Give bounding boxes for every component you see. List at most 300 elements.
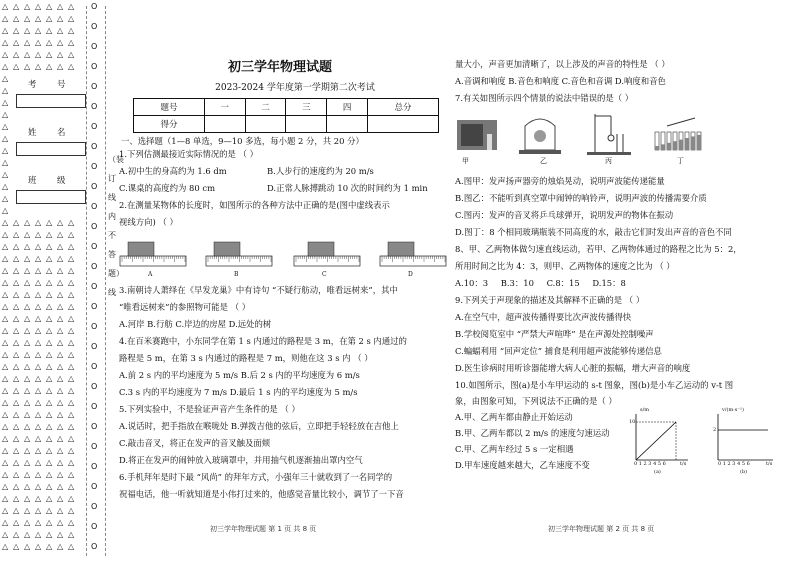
binding-triangle-icon: △ bbox=[68, 434, 75, 443]
ruler-label-b: B bbox=[234, 271, 239, 278]
binding-triangle-icon: △ bbox=[24, 518, 31, 527]
question-7: 7.有关如图所示四个情景的说法中错误的是（ ） bbox=[455, 93, 634, 103]
binding-triangle-icon: △ bbox=[2, 338, 9, 347]
binding-triangle-icon: △ bbox=[46, 458, 53, 467]
page-footer-2: 初三学年物理试题 第 2 页 共 8 页 bbox=[548, 525, 655, 533]
exam-subtitle: 2023-2024 学年度第一学期第二次考试 bbox=[215, 83, 375, 93]
binding-triangle-icon: △ bbox=[24, 50, 31, 59]
binding-circle-icon: O bbox=[91, 82, 98, 91]
q4-options-cd: C.3 s 内的平均速度为 7 m/s D.最后 1 s 内的平均速度为 5 m/s bbox=[119, 387, 358, 397]
binding-triangle-icon: △ bbox=[35, 470, 42, 479]
binding-triangle-icon: △ bbox=[24, 254, 31, 263]
binding-triangle-icon: △ bbox=[24, 422, 31, 431]
binding-triangle-icon: △ bbox=[46, 494, 53, 503]
binding-strip bbox=[0, 0, 124, 561]
binding-triangle-icon: △ bbox=[46, 62, 53, 71]
binding-triangle-icon: △ bbox=[35, 218, 42, 227]
question-10: 10.如图所示，图(a)是小车甲运动的 s-t 图象，图(b)是小车乙运动的 v-t 图 bbox=[455, 380, 734, 390]
ruler-label-a: A bbox=[148, 271, 153, 278]
question-3: 3.南朝诗人萧绎在《早发龙巢》中有诗句 “不疑行舫动，唯看远树来”，其中 bbox=[119, 285, 398, 295]
binding-triangle-icon: △ bbox=[13, 278, 20, 287]
q1-option-d: D.正常人脉搏跳动 10 次的时间约为 1 min bbox=[267, 183, 428, 193]
q4-options-ab: A.前 2 s 内的平均速度为 5 m/s B.后 2 s 内的平均速度为 6 m/s bbox=[119, 370, 360, 380]
name-box[interactable] bbox=[16, 142, 86, 156]
graph-a-xticks: 0 1 2 3 4 5 6 bbox=[634, 461, 666, 467]
binding-triangle-icon: △ bbox=[2, 110, 9, 119]
graph-b-xticks: 0 1 2 3 4 5 6 bbox=[718, 461, 750, 467]
binding-triangle-icon: △ bbox=[24, 314, 31, 323]
binding-triangle-icon: △ bbox=[35, 278, 42, 287]
binding-triangle-icon: △ bbox=[68, 326, 75, 335]
binding-triangle-icon: △ bbox=[35, 62, 42, 71]
binding-triangle-icon: △ bbox=[13, 62, 20, 71]
binding-triangle-icon: △ bbox=[46, 278, 53, 287]
binding-triangle-icon: △ bbox=[13, 494, 20, 503]
binding-triangle-icon: △ bbox=[68, 350, 75, 359]
binding-triangle-icon: △ bbox=[24, 302, 31, 311]
binding-triangle-icon: △ bbox=[13, 350, 20, 359]
binding-triangle-icon: △ bbox=[35, 350, 42, 359]
binding-triangle-icon: △ bbox=[13, 386, 20, 395]
binding-triangle-icon: △ bbox=[35, 2, 42, 11]
q5-option-c: C.敲击音叉，将正在发声的音叉触及面颊 bbox=[119, 438, 271, 448]
binding-triangle-icon: △ bbox=[68, 446, 75, 455]
binding-circle-icon: O bbox=[91, 242, 98, 251]
binding-triangle-icon: △ bbox=[35, 422, 42, 431]
question-10-cont: 象，由图象可知，下列说法不正确的是（ ） bbox=[455, 396, 617, 406]
exam-number-label: 考 号 bbox=[28, 79, 68, 89]
question-3-cont: “唯看远树来”的参照物可能是 （ ） bbox=[119, 302, 251, 312]
binding-triangle-icon: △ bbox=[13, 410, 20, 419]
binding-triangle-icon: △ bbox=[35, 326, 42, 335]
score-header-cell: 总分 bbox=[368, 99, 439, 116]
binding-triangle-icon: △ bbox=[2, 230, 9, 239]
binding-triangle-icon: △ bbox=[24, 398, 31, 407]
binding-triangle-icon: △ bbox=[2, 50, 9, 59]
binding-triangle-icon: △ bbox=[46, 518, 53, 527]
ruler-scale bbox=[294, 256, 360, 266]
binding-triangle-icon: △ bbox=[13, 530, 20, 539]
binding-circle-icon: O bbox=[91, 162, 98, 171]
ruler-scale bbox=[120, 256, 186, 266]
section-heading: 一、选择题（1—8 单选，9—10 多选，每小题 2 分，共 20 分） bbox=[121, 136, 364, 146]
q9-option-d: D.医生诊病时用听诊器能增大病人心脏的振幅，增大声音的响度 bbox=[455, 363, 691, 373]
binding-triangle-icon: △ bbox=[68, 290, 75, 299]
binding-triangle-icon: △ bbox=[2, 122, 9, 131]
bottle-water bbox=[667, 143, 671, 150]
binding-circle-icon: O bbox=[91, 382, 98, 391]
binding-triangle-icon: △ bbox=[57, 218, 64, 227]
graph-a-s-t bbox=[636, 414, 688, 460]
binding-triangle-icon: △ bbox=[24, 26, 31, 35]
striking-stick bbox=[667, 118, 695, 126]
q7-option-c: C.图丙：发声的音叉将乒乓球弹开，说明发声的物体在振动 bbox=[455, 210, 674, 220]
binding-triangle-icon: △ bbox=[13, 362, 20, 371]
pic-label-bing: 丙 bbox=[605, 157, 612, 165]
binding-triangle-icon: △ bbox=[57, 398, 64, 407]
binding-triangle-icon: △ bbox=[46, 506, 53, 515]
binding-circle-icon: O bbox=[91, 482, 98, 491]
binding-triangle-icon: △ bbox=[13, 398, 20, 407]
binding-triangle-icon: △ bbox=[68, 530, 75, 539]
binding-triangle-icon: △ bbox=[2, 182, 9, 191]
binding-triangle-icon: △ bbox=[46, 374, 53, 383]
binding-triangle-icon: △ bbox=[46, 338, 53, 347]
binding-triangle-icon: △ bbox=[2, 242, 9, 251]
binding-triangle-icon: △ bbox=[46, 254, 53, 263]
score-input-cell[interactable] bbox=[327, 116, 368, 133]
binding-triangle-icon: △ bbox=[2, 98, 9, 107]
graph-b-v-t bbox=[718, 414, 773, 460]
binding-triangle-icon: △ bbox=[24, 530, 31, 539]
ruler-figure bbox=[118, 236, 448, 282]
binding-triangle-icon: △ bbox=[68, 494, 75, 503]
binding-circle-icon: O bbox=[91, 22, 98, 31]
binding-triangle-icon: △ bbox=[46, 446, 53, 455]
binding-triangle-icon: △ bbox=[57, 470, 64, 479]
binding-triangle-icon: △ bbox=[2, 434, 9, 443]
binding-triangle-icon: △ bbox=[57, 434, 64, 443]
binding-circle-icon: O bbox=[91, 202, 98, 211]
binding-triangle-icon: △ bbox=[57, 242, 64, 251]
question-8: 8、甲、乙两物体做匀速直线运动，若甲、乙两物体通过的路程之比为 5：2， bbox=[455, 244, 742, 254]
ruler-scale bbox=[206, 256, 272, 266]
binding-triangle-icon: △ bbox=[24, 374, 31, 383]
binding-triangle-icon: △ bbox=[46, 410, 53, 419]
binding-triangle-icon: △ bbox=[35, 302, 42, 311]
binding-triangle-icon: △ bbox=[13, 242, 20, 251]
score-input-cell[interactable] bbox=[368, 116, 439, 133]
question-1: 1.下列估测最接近实际情况的是 （ ） bbox=[119, 149, 258, 159]
binding-circle-icon: O bbox=[91, 322, 98, 331]
exam-number-box[interactable] bbox=[16, 94, 86, 108]
ruler-scale bbox=[380, 256, 446, 266]
class-label: 班 级 bbox=[28, 175, 68, 185]
binding-triangle-icon: △ bbox=[2, 194, 9, 203]
binding-triangle-icon: △ bbox=[68, 362, 75, 371]
binding-triangle-icon: △ bbox=[57, 326, 64, 335]
binding-triangle-icon: △ bbox=[2, 350, 9, 359]
binding-triangle-icon: △ bbox=[2, 14, 9, 23]
q3-options: A.河岸 B.行舫 C.岸边的房屋 D.远处的树 bbox=[119, 319, 272, 329]
binding-triangle-icon: △ bbox=[35, 374, 42, 383]
binding-triangle-icon: △ bbox=[35, 410, 42, 419]
question-2: 2.在测量某物体的长度时，如图所示的各种方法中正确的是(图中虚线表示 bbox=[119, 200, 390, 210]
binding-triangle-icon: △ bbox=[24, 242, 31, 251]
bottle-water bbox=[685, 138, 689, 150]
binding-triangle-icon: △ bbox=[57, 362, 64, 371]
score-input-cell[interactable] bbox=[245, 116, 286, 133]
binding-triangle-icon: △ bbox=[35, 266, 42, 275]
q10-option-d: D.甲车速度越来越大，乙车速度不变 bbox=[455, 460, 590, 470]
q1-option-b: B.人步行的速度约为 20 m/s bbox=[267, 166, 374, 176]
binding-triangle-icon: △ bbox=[68, 266, 75, 275]
bottle-water bbox=[655, 146, 659, 150]
binding-triangle-icon: △ bbox=[2, 2, 9, 11]
binding-triangle-icon: △ bbox=[68, 506, 75, 515]
class-box[interactable] bbox=[16, 190, 86, 204]
binding-triangle-icon: △ bbox=[68, 482, 75, 491]
graph-a-caption: (a) bbox=[654, 469, 661, 475]
binding-triangle-icon: △ bbox=[13, 290, 20, 299]
graph-a-xlabel: t/s bbox=[680, 461, 687, 467]
binding-triangle-icon: △ bbox=[35, 242, 42, 251]
binding-triangle-icon: △ bbox=[35, 530, 42, 539]
binding-triangle-icon: △ bbox=[68, 254, 75, 263]
binding-triangle-icon: △ bbox=[46, 26, 53, 35]
binding-triangle-icon: △ bbox=[35, 434, 42, 443]
binding-triangle-icon: △ bbox=[68, 38, 75, 47]
binding-triangle-icon: △ bbox=[13, 446, 20, 455]
binding-triangle-icon: △ bbox=[24, 434, 31, 443]
binding-triangle-icon: △ bbox=[2, 410, 9, 419]
binding-triangle-icon: △ bbox=[2, 26, 9, 35]
seal-text: （装 订 线 内 不 答 题） 线 bbox=[108, 155, 124, 297]
binding-triangle-icon: △ bbox=[24, 386, 31, 395]
binding-triangle-icon: △ bbox=[68, 278, 75, 287]
binding-triangle-icon: △ bbox=[2, 362, 9, 371]
question-6-end: 量大小，声音更加清晰了，以上涉及的声音的特性是 （ ） bbox=[455, 59, 670, 69]
binding-triangle-icon: △ bbox=[35, 290, 42, 299]
binding-triangle-icon: △ bbox=[35, 458, 42, 467]
binding-triangle-icon: △ bbox=[35, 398, 42, 407]
binding-triangle-icon: △ bbox=[13, 458, 20, 467]
binding-triangle-icon: △ bbox=[46, 50, 53, 59]
binding-triangle-icon: △ bbox=[2, 74, 9, 83]
binding-triangle-icon: △ bbox=[46, 326, 53, 335]
binding-triangle-icon: △ bbox=[2, 254, 9, 263]
binding-triangle-icon: △ bbox=[68, 398, 75, 407]
graph-a-ylabel: s/m bbox=[640, 407, 649, 413]
binding-triangle-icon: △ bbox=[13, 314, 20, 323]
binding-triangle-icon: △ bbox=[68, 422, 75, 431]
binding-triangle-icon: △ bbox=[68, 518, 75, 527]
binding-triangle-icon: △ bbox=[24, 542, 31, 551]
binding-triangle-icon: △ bbox=[24, 266, 31, 275]
binding-triangle-icon: △ bbox=[57, 38, 64, 47]
score-header-cell: 四 bbox=[327, 99, 368, 116]
binding-triangle-icon: △ bbox=[57, 506, 64, 515]
binding-circle-icon: O bbox=[91, 262, 98, 271]
binding-triangle-icon: △ bbox=[13, 2, 20, 11]
binding-circle-icon: O bbox=[91, 522, 98, 531]
binding-triangle-icon: △ bbox=[24, 290, 31, 299]
binding-triangle-icon: △ bbox=[24, 350, 31, 359]
pic-label-jia: 甲 bbox=[462, 157, 469, 165]
binding-triangle-icon: △ bbox=[46, 218, 53, 227]
binding-triangle-icon: △ bbox=[68, 2, 75, 11]
binding-triangle-icon: △ bbox=[24, 326, 31, 335]
q9-option-b: B.学校阅览室中 “严禁大声喧哗” 是在声源处控制噪声 bbox=[455, 329, 654, 339]
binding-circle-icon: O bbox=[91, 102, 98, 111]
binding-triangle-icon: △ bbox=[46, 470, 53, 479]
binding-triangle-icon: △ bbox=[2, 506, 9, 515]
graph-b-ytick: 2 bbox=[713, 427, 717, 433]
question-2-cont: 视线方向) （ ） bbox=[119, 217, 178, 227]
pic-label-yi: 乙 bbox=[540, 157, 547, 165]
score-header-cell: 一 bbox=[204, 99, 245, 116]
binding-triangle-icon: △ bbox=[68, 470, 75, 479]
binding-triangle-icon: △ bbox=[2, 38, 9, 47]
binding-triangle-icon: △ bbox=[2, 146, 9, 155]
binding-triangle-icon: △ bbox=[2, 446, 9, 455]
q10-option-c: C.甲、乙两车经过 5 s 一定相遇 bbox=[455, 444, 574, 454]
binding-triangle-icon: △ bbox=[35, 26, 42, 35]
binding-circle-icon: O bbox=[91, 422, 98, 431]
binding-triangle-icon: △ bbox=[57, 422, 64, 431]
binding-triangle-icon: △ bbox=[24, 458, 31, 467]
question-4: 4.在百米赛跑中，小东同学在第 1 s 内通过的路程是 3 m，在第 2 s 内通过的 bbox=[119, 336, 407, 346]
binding-triangle-icon: △ bbox=[13, 506, 20, 515]
binding-triangle-icon: △ bbox=[46, 14, 53, 23]
binding-triangle-icon: △ bbox=[2, 398, 9, 407]
bottle-water bbox=[691, 136, 695, 150]
binding-triangle-icon: △ bbox=[68, 458, 75, 467]
binding-triangle-icon: △ bbox=[46, 266, 53, 275]
binding-triangle-icon: △ bbox=[35, 50, 42, 59]
binding-circle-icon: O bbox=[91, 2, 98, 11]
binding-triangle-icon: △ bbox=[13, 254, 20, 263]
binding-triangle-icon: △ bbox=[68, 218, 75, 227]
binding-triangle-icon: △ bbox=[13, 374, 20, 383]
binding-triangle-icon: △ bbox=[68, 62, 75, 71]
binding-triangle-icon: △ bbox=[57, 446, 64, 455]
binding-triangle-icon: △ bbox=[35, 494, 42, 503]
graph-a-ytick: 10 bbox=[629, 419, 636, 425]
binding-triangle-icon: △ bbox=[13, 518, 20, 527]
speaker-candle-picture bbox=[457, 120, 497, 150]
binding-triangle-icon: △ bbox=[2, 422, 9, 431]
binding-triangle-icon: △ bbox=[24, 38, 31, 47]
bottle-water bbox=[673, 141, 677, 150]
score-input-cell[interactable] bbox=[204, 116, 245, 133]
binding-triangle-icon: △ bbox=[2, 482, 9, 491]
binding-triangle-icon: △ bbox=[13, 230, 20, 239]
binding-triangle-icon: △ bbox=[57, 482, 64, 491]
score-input-cell[interactable] bbox=[286, 116, 327, 133]
binding-triangle-icon: △ bbox=[35, 446, 42, 455]
bottle-water bbox=[697, 135, 701, 150]
binding-circle-icon: O bbox=[91, 62, 98, 71]
measured-object bbox=[388, 242, 414, 256]
measured-object bbox=[214, 242, 240, 256]
binding-triangle-icon: △ bbox=[35, 14, 42, 23]
graph-b-ylabel: v/(m·s⁻¹) bbox=[722, 407, 744, 413]
binding-triangle-icon: △ bbox=[68, 302, 75, 311]
binding-triangle-icon: △ bbox=[24, 482, 31, 491]
binding-triangle-icon: △ bbox=[46, 530, 53, 539]
binding-triangle-icon: △ bbox=[57, 350, 64, 359]
binding-triangle-icon: △ bbox=[13, 542, 20, 551]
binding-triangle-icon: △ bbox=[24, 218, 31, 227]
binding-triangle-icon: △ bbox=[57, 314, 64, 323]
binding-triangle-icon: △ bbox=[13, 26, 20, 35]
binding-triangle-icon: △ bbox=[2, 278, 9, 287]
vacuum-bell-jar-picture bbox=[519, 119, 561, 154]
binding-triangle-icon: △ bbox=[35, 506, 42, 515]
binding-triangle-icon: △ bbox=[2, 326, 9, 335]
question-6: 6.手机拜年是时下最 “风尚” 的拜年方式，小强年三十就收到了一名同学的 bbox=[119, 472, 393, 482]
binding-triangle-icon: △ bbox=[68, 542, 75, 551]
binding-triangle-icon: △ bbox=[24, 470, 31, 479]
score-table bbox=[133, 98, 439, 133]
binding-triangle-icon: △ bbox=[24, 230, 31, 239]
binding-triangle-icon: △ bbox=[2, 386, 9, 395]
binding-triangle-icon: △ bbox=[57, 14, 64, 23]
binding-triangle-icon: △ bbox=[46, 422, 53, 431]
binding-triangle-icon: △ bbox=[46, 386, 53, 395]
page-footer-1: 初三学年物理试题 第 1 页 共 8 页 bbox=[210, 525, 317, 533]
binding-circle-icon: O bbox=[91, 182, 98, 191]
q7-option-d: D.图丁：8 个相同玻璃瓶装不同高度的水，敲击它们时发出声音的音色不同 bbox=[455, 227, 732, 237]
binding-triangle-icon: △ bbox=[57, 230, 64, 239]
binding-triangle-icon: △ bbox=[24, 494, 31, 503]
q9-option-c: C.蝙蝠利用 “回声定位” 捕食是利用超声波能够传递信息 bbox=[455, 346, 662, 356]
binding-circle-icon: O bbox=[91, 402, 98, 411]
binding-triangle-icon: △ bbox=[57, 410, 64, 419]
binding-triangle-icon: △ bbox=[35, 38, 42, 47]
binding-triangle-icon: △ bbox=[35, 254, 42, 263]
binding-triangle-icon: △ bbox=[2, 170, 9, 179]
binding-triangle-icon: △ bbox=[13, 422, 20, 431]
graph-b-xlabel: t/s bbox=[766, 461, 773, 467]
question-9: 9.下列关于声现象的描述及其解释不正确的是 （ ） bbox=[455, 295, 645, 305]
binding-triangle-icon: △ bbox=[46, 314, 53, 323]
binding-triangle-icon: △ bbox=[13, 50, 20, 59]
binding-triangle-icon: △ bbox=[13, 434, 20, 443]
binding-triangle-icon: △ bbox=[2, 470, 9, 479]
binding-circle-icon: O bbox=[91, 362, 98, 371]
binding-triangle-icon: △ bbox=[46, 290, 53, 299]
ruler-label-d: D bbox=[408, 271, 413, 278]
binding-triangle-icon: △ bbox=[2, 290, 9, 299]
binding-triangle-icon: △ bbox=[13, 218, 20, 227]
question-4-cont: 路程是 5 m，在第 3 s 内通过的路程是 7 m，则他在这 3 s 内 （ ） bbox=[119, 353, 373, 363]
binding-triangle-icon: △ bbox=[68, 242, 75, 251]
binding-triangle-icon: △ bbox=[57, 374, 64, 383]
binding-triangle-icon: △ bbox=[13, 38, 20, 47]
binding-triangle-icon: △ bbox=[57, 278, 64, 287]
binding-triangle-icon: △ bbox=[35, 362, 42, 371]
q10-option-b: B.甲、乙两车都以 2 m/s 的速度匀速运动 bbox=[455, 428, 610, 438]
bottle-water bbox=[679, 140, 683, 150]
binding-triangle-icon: △ bbox=[35, 482, 42, 491]
binding-circle-icon: O bbox=[91, 282, 98, 291]
binding-triangle-icon: △ bbox=[46, 2, 53, 11]
exam-title: 初三学年物理试题 bbox=[227, 60, 332, 75]
binding-triangle-icon: △ bbox=[2, 458, 9, 467]
binding-triangle-icon: △ bbox=[13, 482, 20, 491]
binding-triangle-icon: △ bbox=[46, 362, 53, 371]
question-5: 5.下列实验中，不是验证声音产生条件的是 （ ） bbox=[119, 404, 300, 414]
binding-triangle-icon: △ bbox=[2, 314, 9, 323]
binding-triangle-icon: △ bbox=[68, 14, 75, 23]
binding-triangle-icon: △ bbox=[2, 542, 9, 551]
binding-triangle-icon: △ bbox=[46, 302, 53, 311]
binding-triangle-icon: △ bbox=[35, 386, 42, 395]
binding-triangle-icon: △ bbox=[13, 266, 20, 275]
binding-triangle-icon: △ bbox=[68, 314, 75, 323]
score-header-cell: 三 bbox=[286, 99, 327, 116]
binding-triangle-icon: △ bbox=[2, 134, 9, 143]
binding-triangle-icon: △ bbox=[24, 362, 31, 371]
binding-triangle-icon: △ bbox=[24, 2, 31, 11]
q7-scene-pictures bbox=[455, 110, 705, 158]
binding-triangle-icon: △ bbox=[57, 26, 64, 35]
binding-triangle-icon: △ bbox=[57, 2, 64, 11]
binding-triangle-icon: △ bbox=[2, 518, 9, 527]
binding-triangle-icon: △ bbox=[68, 50, 75, 59]
